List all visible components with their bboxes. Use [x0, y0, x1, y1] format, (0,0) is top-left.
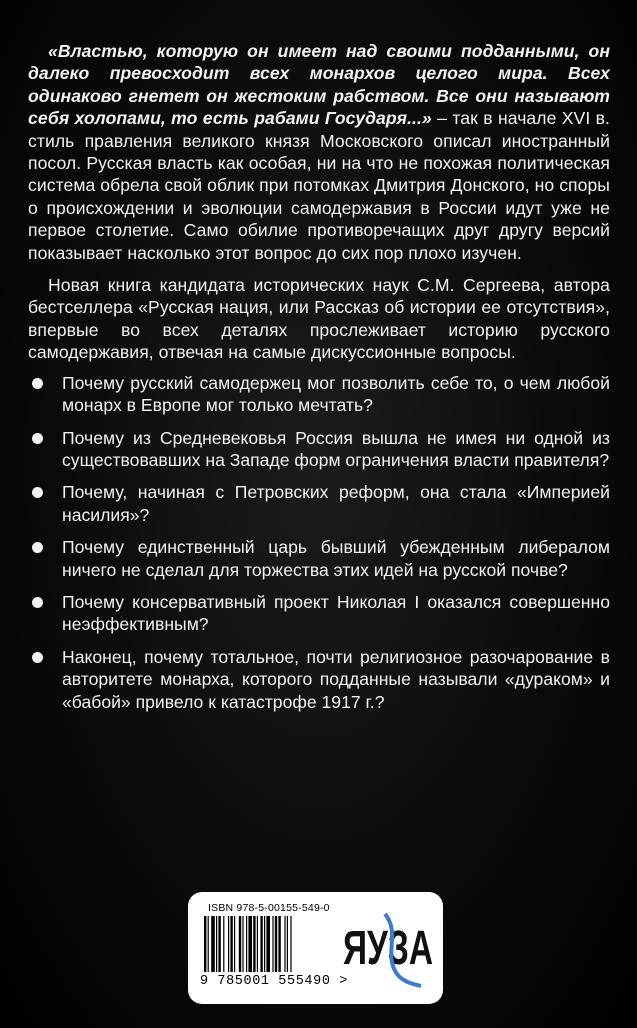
book-description: Новая книга кандидата исторических наук С.М. Сергеева, автора бестселлера «Русская нация, или Рассказ об истории ее отсутствия», впервые во всех деталях прослеживает историю русского самодержавия, отвечая на самые дискуссионные вопросы.	[28, 275, 610, 363]
list-item: Почему русский самодержец мог позволить себе то, о чем любой монарх в Европе мог только мечтать?	[28, 372, 610, 417]
barcode-icon	[202, 916, 332, 976]
bullet-icon	[32, 378, 43, 389]
publisher-logo-text: ЯУЗА	[343, 922, 433, 975]
bullet-icon	[32, 597, 43, 608]
questions-list	[28, 372, 610, 713]
isbn-label: ISBN 978-5-00155-549-0	[208, 902, 330, 914]
list-item: Почему консервативный проект Николая I оказался совершенно неэффективным?	[28, 591, 610, 636]
barcode-panel	[188, 892, 443, 1004]
list-item: Почему, начиная с Петровских реформ, она стала «Империей насилия»?	[28, 481, 610, 526]
intro-paragraph	[28, 40, 610, 264]
publisher-logo	[343, 910, 435, 990]
list-item: Почему единственный царь бывший убежденным либералом ничего не сделал для торжества этих идей на русской почве?	[28, 536, 610, 581]
bullet-icon	[32, 487, 43, 498]
intro-text: – так в начале XVI в. стиль правления великого князя Московского описал иностранный посол. Русская власть как особая, ни на что не похожая политическая система обрела свой облик при потомках Дмитрия Донского, но споры о происхождении и эволюции самодержавия в России идут уже не первое столетие. Само обилие противоречащих друг другу версий показывает насколько этот вопрос до сих пор плохо изучен.	[28, 108, 610, 263]
bullet-icon	[32, 433, 43, 444]
bullet-icon	[32, 542, 43, 553]
list-item: Почему из Средневековья Россия вышла не имея ни одной из существовавших на Западе форм ограничения власти правителя?	[28, 427, 610, 472]
intro-quote: «Властью, которую он имеет над своими подданными, он далеко превосходит всех монархов целого мира. Всех одинаково гнетет он жестоким рабством. Все они называют себя холопами, то есть рабами Государя...»	[28, 41, 610, 129]
back-cover-text	[28, 40, 610, 723]
list-item: Наконец, почему тотальное, почти религиозное разочарование в авторитете монарха, которого подданные называли «дураком» и «бабой» привело к катастрофе 1917 г.?	[28, 646, 610, 713]
barcode-digits: 9 785001 555490 >	[200, 974, 348, 989]
bullet-icon	[32, 652, 43, 663]
